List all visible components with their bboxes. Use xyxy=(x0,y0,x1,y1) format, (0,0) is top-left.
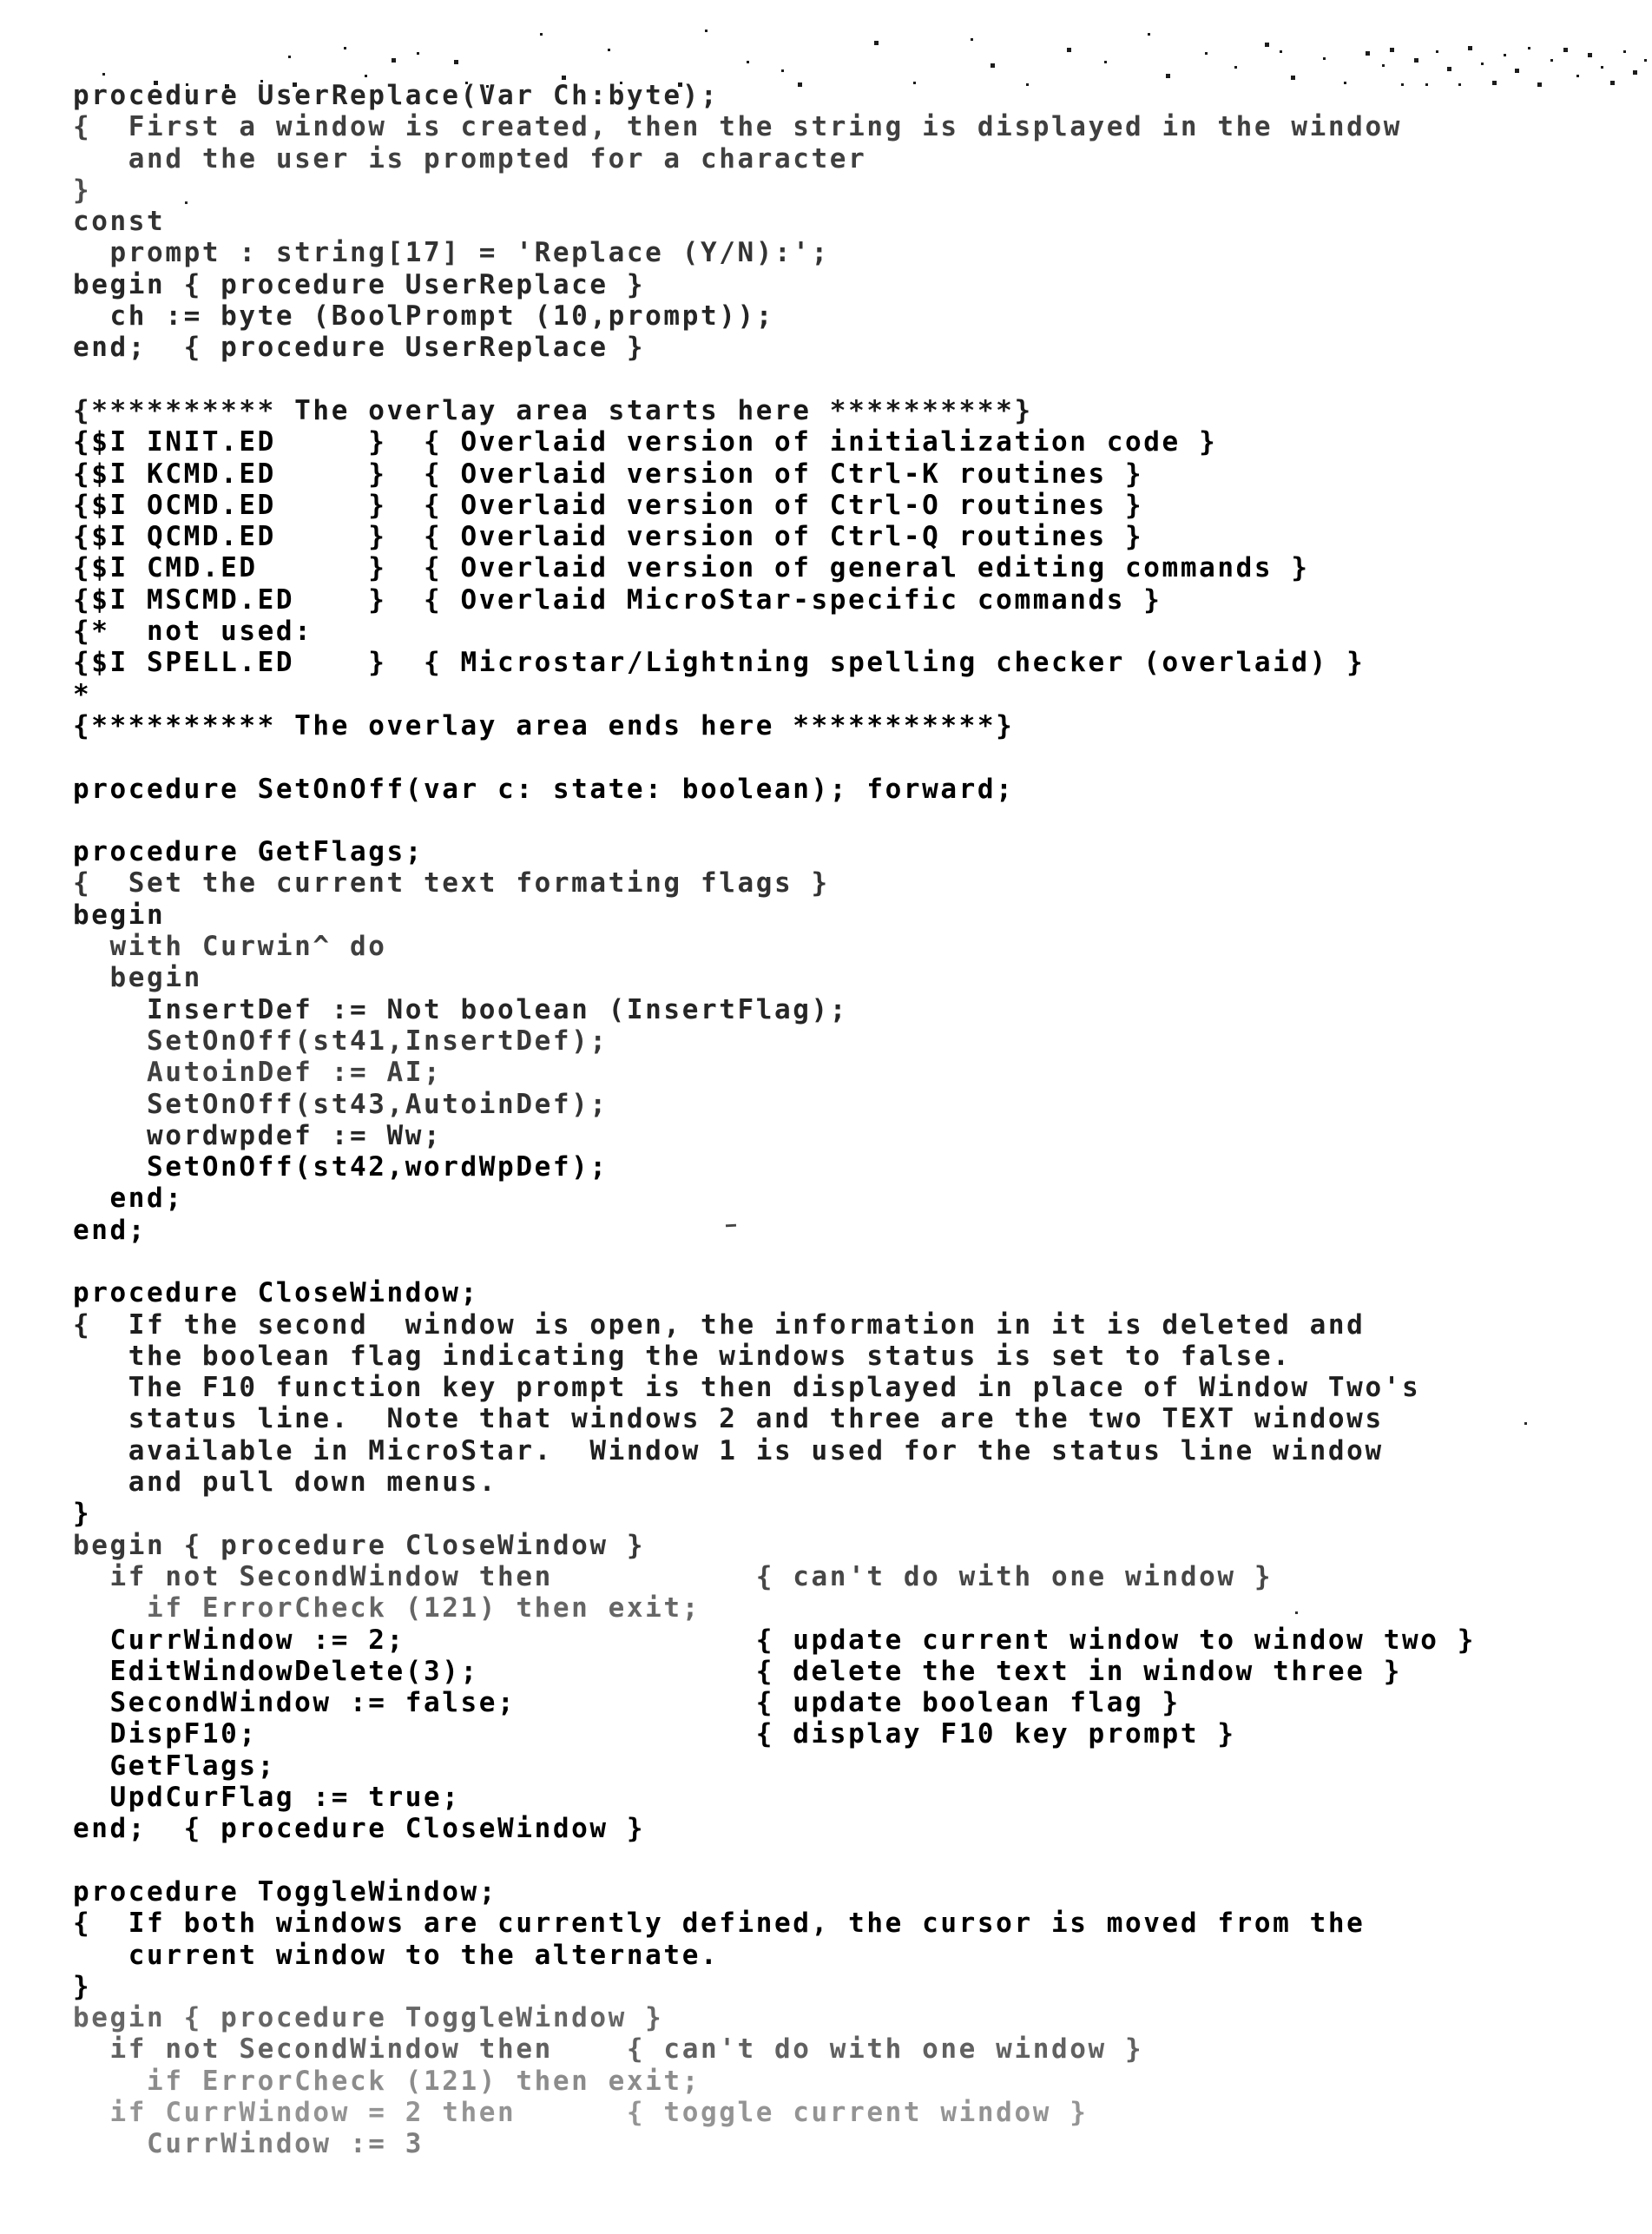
source-code-listing xyxy=(73,80,1476,2160)
code-line: The F10 function key prompt is then displayed in place of Window Two's xyxy=(73,1372,1421,1404)
code-line: and the user is prompted for a character xyxy=(73,142,867,175)
code-line: EditWindowDelete(3); { delete the text in window three } xyxy=(73,1655,1402,1687)
code-line: } xyxy=(73,174,92,206)
code-line: end; xyxy=(73,1183,184,1215)
code-line: {********** The overlay area ends here ***********} xyxy=(73,709,1015,741)
code-line: procedure CloseWindow; xyxy=(73,1277,479,1309)
code-line: {********** The overlay area starts here **********} xyxy=(73,394,1033,426)
code-line: * xyxy=(73,678,92,710)
code-line: begin { procedure UserReplace } xyxy=(73,268,646,300)
code-line: if CurrWindow = 2 then { toggle current window } xyxy=(73,2097,1089,2128)
code-line xyxy=(73,741,1476,773)
code-line: {$I SPELL.ED } { Microstar/Lightning spelling checker (overlaid) } xyxy=(73,647,1366,679)
code-line: if ErrorCheck (121) then exit; xyxy=(73,1592,701,1624)
code-line: prompt : string[17] = 'Replace (Y/N):'; xyxy=(73,237,830,269)
code-line: status line. Note that windows 2 and three are the two TEXT windows xyxy=(73,1403,1384,1435)
code-line: procedure SetOnOff(var c: state: boolean); forward; xyxy=(73,773,1015,805)
code-line: SetOnOff(st41,InsertDef); xyxy=(73,1025,609,1057)
code-line: {$I CMD.ED } { Overlaid version of general editing commands } xyxy=(73,552,1310,584)
code-line: { Set the current text formating flags } xyxy=(73,867,830,900)
code-line: procedure ToggleWindow; xyxy=(73,1875,498,1908)
code-line: { First a window is created, then the string is displayed in the window xyxy=(73,111,1402,143)
code-line: } xyxy=(73,1498,92,1530)
code-line: {$I MSCMD.ED } { Overlaid MicroStar-specific commands } xyxy=(73,583,1162,616)
code-line: } xyxy=(73,1970,92,2002)
code-line: end; { procedure UserReplace } xyxy=(73,332,646,364)
code-line: {* not used: xyxy=(73,616,313,648)
code-line: end; { procedure CloseWindow } xyxy=(73,1813,646,1845)
code-line: ch := byte (BoolPrompt (10,prompt)); xyxy=(73,300,775,333)
code-line: AutoinDef := AI; xyxy=(73,1057,443,1089)
code-line: InsertDef := Not boolean (InsertFlag); xyxy=(73,993,849,1025)
code-line: CurrWindow := 3 xyxy=(73,2128,425,2160)
code-line: begin { procedure ToggleWindow } xyxy=(73,2002,664,2034)
code-line: {$I INIT.ED } { Overlaid version of initialization code } xyxy=(73,426,1218,458)
code-line: if ErrorCheck (121) then exit; xyxy=(73,2065,701,2097)
code-line: UpdCurFlag := true; xyxy=(73,1782,461,1814)
code-line: if not SecondWindow then { can't do with one window } xyxy=(73,2033,1144,2066)
code-line: begin xyxy=(73,962,202,994)
code-line: SetOnOff(st42,wordWpDef); xyxy=(73,1151,609,1183)
code-line: begin { procedure CloseWindow } xyxy=(73,1529,646,1561)
code-line: {$I QCMD.ED } { Overlaid version of Ctrl-Q routines } xyxy=(73,521,1144,553)
code-line: const xyxy=(73,206,166,238)
code-line: wordwpdef := Ww; xyxy=(73,1119,443,1151)
code-line: procedure UserReplace(Var Ch:byte); xyxy=(73,80,720,111)
code-line: { If the second window is open, the information in it is deleted and xyxy=(73,1308,1366,1341)
code-line: with Curwin^ do xyxy=(73,931,387,963)
code-line: SecondWindow := false; { update boolean flag } xyxy=(73,1687,1181,1719)
code-line: GetFlags; xyxy=(73,1750,276,1782)
code-line: and pull down menus. xyxy=(73,1466,498,1499)
code-line: { If both windows are currently defined, the cursor is moved from the xyxy=(73,1908,1366,1940)
code-line xyxy=(73,1246,1476,1277)
code-line: {$I KCMD.ED } { Overlaid version of Ctrl-K routines } xyxy=(73,458,1144,490)
code-line: begin xyxy=(73,899,166,931)
code-line: end; xyxy=(73,1214,148,1246)
code-line: CurrWindow := 2; { update current window to window two } xyxy=(73,1624,1477,1656)
code-line: {$I OCMD.ED } { Overlaid version of Ctrl-O routines } xyxy=(73,489,1144,521)
code-line: if not SecondWindow then { can't do with one window } xyxy=(73,1560,1274,1592)
code-line: the boolean flag indicating the windows status is set to false. xyxy=(73,1340,1292,1372)
code-line xyxy=(73,1845,1476,1876)
code-line: DispF10; { display F10 key prompt } xyxy=(73,1718,1236,1750)
code-line: available in MicroStar. Window 1 is used for the status line window xyxy=(73,1434,1384,1466)
code-line xyxy=(73,805,1476,836)
code-line xyxy=(73,364,1476,395)
code-line: current window to the alternate. xyxy=(73,1939,720,1971)
scan-noise-specks xyxy=(0,0,3,3)
code-line: SetOnOff(st43,AutoinDef); xyxy=(73,1088,609,1120)
code-line: procedure GetFlags; xyxy=(73,836,425,868)
